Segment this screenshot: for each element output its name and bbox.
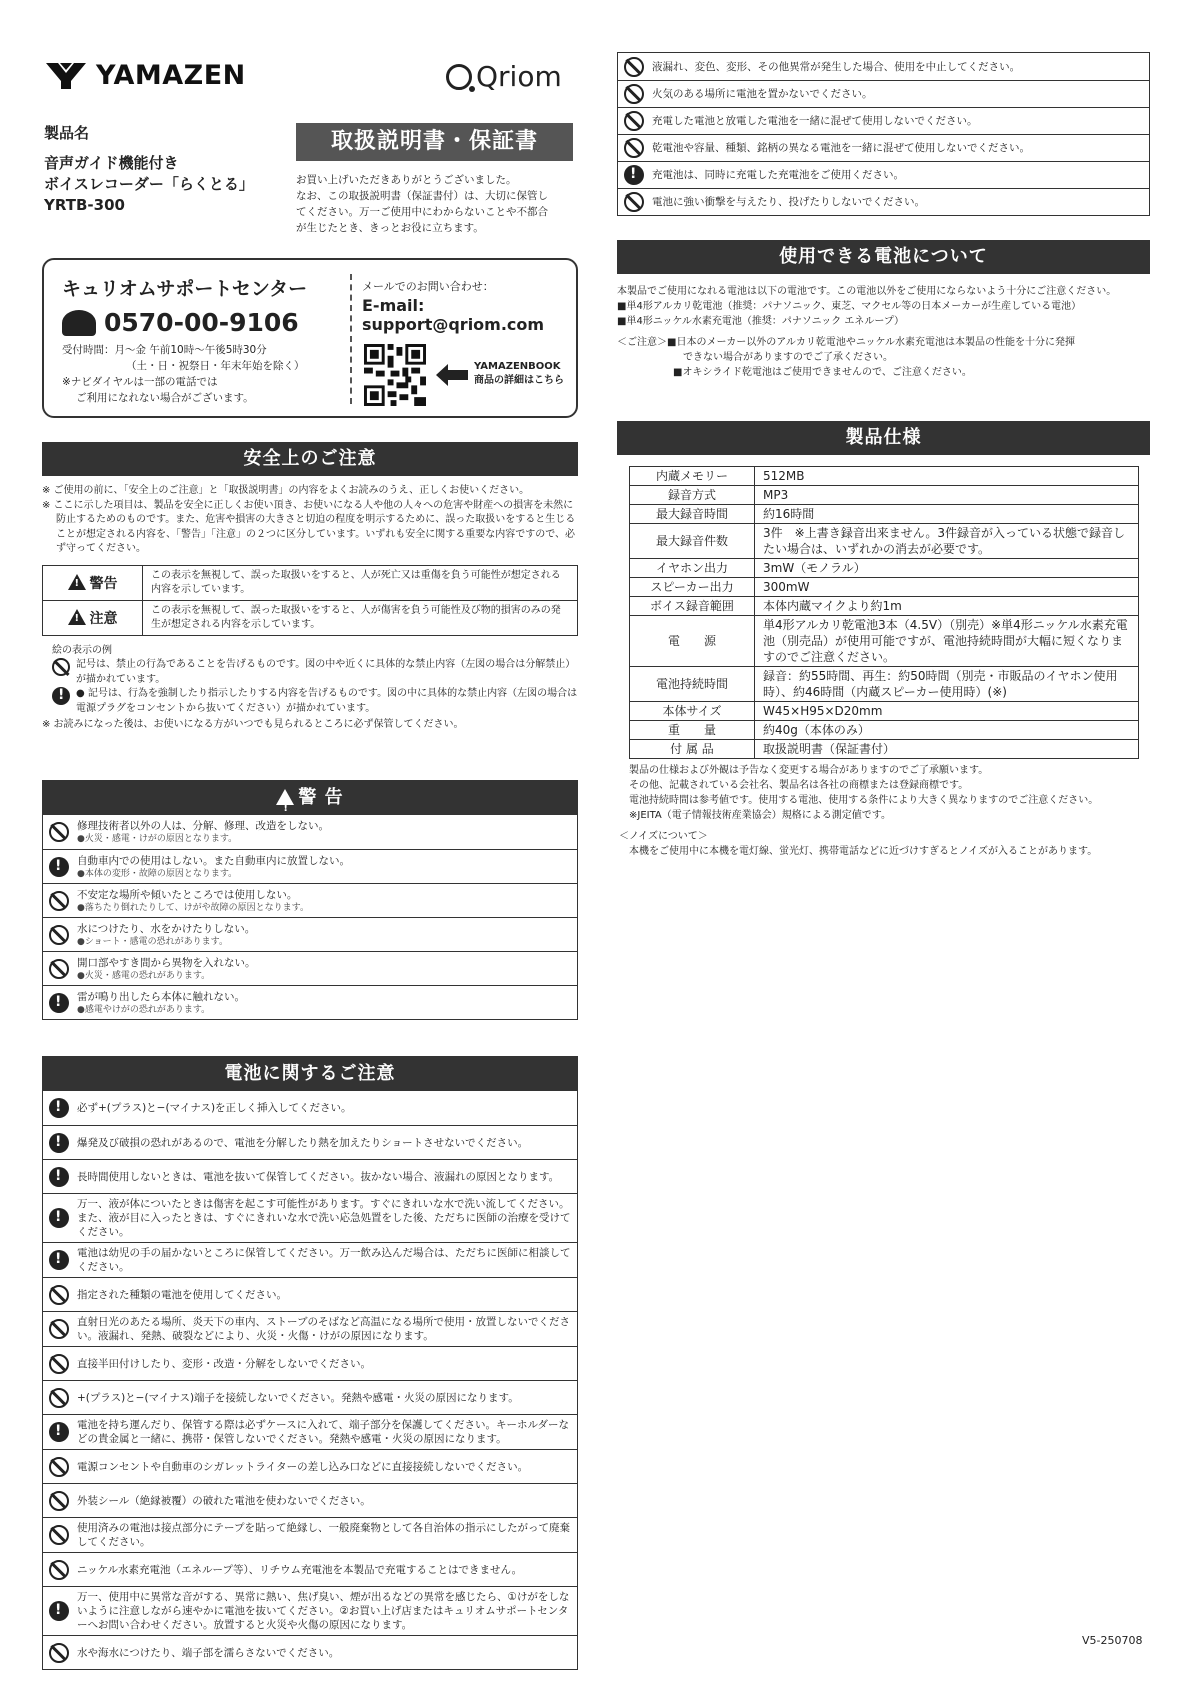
list-item-main: 直射日光のあたる場所、炎天下の車内、ストーブのそばなど高温になる場所で使用・放置しないでください。液漏れ、発熱、破裂などにより、火災・火傷・けがの原因になります。 bbox=[77, 1316, 570, 1342]
example-title: 絵の表示の例 bbox=[52, 644, 112, 656]
list-item bbox=[618, 107, 1149, 134]
mandatory-icon bbox=[49, 1601, 69, 1621]
spec-row bbox=[630, 702, 1139, 721]
list-item-text bbox=[77, 1170, 559, 1184]
list-item-sub: ●ショート・感電の恐れがあります。 bbox=[77, 936, 228, 947]
list-item bbox=[43, 917, 577, 951]
list-item-text bbox=[77, 1563, 522, 1577]
usable-line: ■単4形ニッケル水素充電池（推奨：パナソニック エネループ） bbox=[617, 316, 904, 327]
list-item-main: 電池を持ち運んだり、保管する際は必ずケースに入れて、端子部分を保護してください。キーホルダーなどの貴金属と一緒に、携帯・保管しないでください。発熱や感電・火災の原因になります。 bbox=[77, 1419, 570, 1445]
spec-key: スピーカー出力 bbox=[630, 578, 755, 597]
spec-key: 付 属 品 bbox=[630, 740, 755, 759]
prohibited-icon bbox=[49, 1525, 69, 1545]
list-item-text bbox=[77, 1460, 528, 1474]
spec-row bbox=[630, 524, 1139, 559]
support-box bbox=[42, 258, 578, 418]
list-item bbox=[43, 1635, 577, 1669]
mandatory-icon bbox=[624, 165, 644, 185]
list-item-text bbox=[77, 854, 350, 880]
support-title: キュリオムサポートセンター bbox=[62, 278, 308, 300]
list-item bbox=[43, 849, 577, 883]
list-item-text bbox=[77, 1246, 571, 1274]
thanks-line: が生じたとき、きっとお役に立ちます。 bbox=[296, 222, 484, 234]
spec-notes bbox=[619, 763, 1150, 859]
spec-value: 約16時間 bbox=[755, 505, 1139, 524]
list-item-text bbox=[652, 195, 925, 209]
list-item-main: 水や海水につけたり、端子部を濡らさないでください。 bbox=[77, 1646, 340, 1659]
spec-key: 電 源 bbox=[630, 616, 755, 667]
safety-section bbox=[42, 442, 578, 733]
list-item-text bbox=[652, 114, 978, 128]
spec-value: MP3 bbox=[755, 486, 1139, 505]
warning-header bbox=[43, 781, 577, 815]
mandatory-icon bbox=[49, 1422, 69, 1442]
spec-value: 取扱説明書（保証書付） bbox=[755, 740, 1139, 759]
product-name-line: ボイスレコーダー「らくとる」 bbox=[44, 175, 254, 193]
prohibited-icon bbox=[624, 138, 644, 158]
prohibited-icon bbox=[49, 959, 69, 979]
product-model: YRTB-300 bbox=[44, 196, 125, 214]
navi-dial-icon bbox=[62, 310, 96, 336]
example-text: 記号は、禁止の行為であることを告げるものです。図の中や近くに具体的な禁止内容（左図の場合は分解禁止）が描かれています。 bbox=[76, 659, 576, 685]
list-item bbox=[43, 1586, 577, 1635]
prohibited-icon bbox=[49, 1560, 69, 1580]
warning-level bbox=[43, 565, 143, 600]
list-item-main: 電池に強い衝撃を与えたり、投げたりしないでください。 bbox=[652, 196, 925, 208]
list-item-main: +(プラス)と−(マイナス)端子を接続しないでください。発熱や感電・火災の原因になります。 bbox=[77, 1391, 519, 1404]
prohibited-icon bbox=[49, 1285, 69, 1305]
support-hours bbox=[62, 342, 305, 406]
battery-title: 電池に関するご注意 bbox=[43, 1057, 577, 1091]
battery-box bbox=[42, 1056, 578, 1670]
list-item-text bbox=[77, 1288, 287, 1302]
spec-key: 内蔵メモリー bbox=[630, 467, 755, 486]
spec-row bbox=[630, 740, 1139, 759]
usable-title: 使用できる電池について bbox=[617, 240, 1150, 274]
spec-row bbox=[630, 559, 1139, 578]
warning-triangle-icon bbox=[68, 574, 86, 590]
safety-notes bbox=[42, 484, 578, 557]
sub-brand-name: Qriom bbox=[476, 60, 562, 93]
spec-note: ※JEITA（電子情報技術産業協会）規格による測定値です。 bbox=[629, 810, 891, 821]
list-item-text bbox=[77, 888, 309, 914]
list-item-main: 不安定な場所や傾いたところでは使用しない。 bbox=[77, 888, 298, 901]
example-text: ● 記号は、行為を強制したり指示したりする内容を告げるものです。図の中に具体的な禁止内容（左図の場合は電源プラグをコンセントから抜いてください）が描かれています。 bbox=[76, 688, 578, 714]
hours-line: 受付時間：月～金 午前10時～午後5時30分 bbox=[62, 344, 267, 356]
mail-label: メールでのお問い合わせ： bbox=[362, 280, 494, 293]
list-item-main: 開口部やすき間から異物を入れない。 bbox=[77, 956, 256, 969]
list-item-main: 電源コンセントや自動車のシガレットライターの差し込み口などに直接接続しないでください。 bbox=[77, 1460, 529, 1473]
spec-row bbox=[630, 616, 1139, 667]
spec-key: 録音方式 bbox=[630, 486, 755, 505]
prohibited-icon bbox=[49, 1643, 69, 1663]
usable-body bbox=[617, 284, 1150, 380]
no-disassembly-icon bbox=[52, 658, 70, 676]
list-item bbox=[43, 1380, 577, 1414]
version-code: V5-250708 bbox=[1082, 1634, 1143, 1647]
spec-row bbox=[630, 505, 1139, 524]
book-note bbox=[474, 360, 564, 388]
safety-note: ※ ここに示した項目は、製品を安全に正しくお使い頂き、お使いになる人や他の人々への危害や財産への損害を未然に防止するためのものです。また、危害や損害の大きさと切迫の程度を明示するために、誤った取扱いをすると生じることが想定される内容を、「警告」「注意」の２つに区分しています。いずれも安全に関する重要な内容ですので、必ず守ってください。 bbox=[42, 499, 576, 554]
spec-value: 約40g（本体のみ） bbox=[755, 721, 1139, 740]
list-item-main: ニッケル水素充電池（エネループ等）、リチウム充電池を本製品で充電することはできません。 bbox=[77, 1563, 523, 1576]
warning-label: 警告 bbox=[89, 576, 118, 592]
list-item bbox=[43, 951, 577, 985]
mail-address[interactable]: E-mail: support@qriom.com bbox=[362, 296, 545, 334]
warning-title: 警 告 bbox=[298, 787, 344, 808]
list-item-main: 万一、使用中に異常な音がする、異常に熱い、焦げ臭い、煙が出るなどの異常を感じたら、①けがをしないように注意しながら速やかに電池を抜いてください。②お買い上げ店またはキュリオムサポートセンターへお問い合わせください。放置すると火災や火傷の原因になります。 bbox=[77, 1591, 570, 1631]
list-item-main: 修理技術者以外の人は、分解、修理、改造をしない。 bbox=[77, 820, 329, 832]
hours-line: ご利用になれない場合がございます。 bbox=[76, 392, 254, 404]
mandatory-icon bbox=[49, 857, 69, 877]
list-item-main: 液漏れ、変色、変形、その他異常が発生した場合、使用を中止してください。 bbox=[652, 60, 1021, 73]
list-item-main: 充電池は、同時に充電した充電池をご使用ください。 bbox=[652, 169, 904, 181]
list-item bbox=[43, 1125, 577, 1159]
arrow-left-icon bbox=[436, 364, 468, 386]
spec-title: 製品仕様 bbox=[617, 421, 1150, 455]
spec-key: イヤホン出力 bbox=[630, 559, 755, 578]
list-item-main: 自動車内での使用はしない。また自動車内に放置しない。 bbox=[77, 854, 350, 867]
list-item-sub: ●火災・感電・けがの原因となります。 bbox=[77, 834, 238, 844]
list-item bbox=[43, 1193, 577, 1242]
list-item bbox=[43, 985, 577, 1019]
spec-key: 本体サイズ bbox=[630, 702, 755, 721]
list-item-main: 長時間使用しないときは、電池を抜いて保管してください。抜かない場合、液漏れの原因となります。 bbox=[77, 1170, 560, 1183]
list-item-sub: ●感電やけがの恐れがあります。 bbox=[77, 1004, 211, 1015]
spec-value: 単4形アルカリ乾電池3本（4.5V）（別売）※単4形ニッケル水素充電池（別売品）が使用可能ですが、電池持続時間が大幅に短くなりますのでご注意ください。 bbox=[755, 616, 1139, 667]
mandatory-icon bbox=[49, 993, 69, 1013]
spec-row bbox=[630, 597, 1139, 616]
manual-title: 取扱説明書・保証書 bbox=[296, 123, 573, 161]
list-item bbox=[618, 134, 1149, 161]
thanks-line: なお、この取扱説明書（保証書付）は、大切に保管し bbox=[296, 190, 548, 202]
symbol-examples bbox=[42, 644, 578, 717]
list-item bbox=[43, 1517, 577, 1552]
spec-row bbox=[630, 486, 1139, 505]
battery-list bbox=[43, 1091, 577, 1669]
list-item-main: 雷が鳴り出したら本体に触れない。 bbox=[77, 990, 245, 1003]
example-row bbox=[52, 658, 578, 687]
support-divider bbox=[350, 274, 352, 404]
warning-desc: この表示を無視して、誤った取扱いをすると、人が死亡又は重傷を負う可能性が想定される内容を示しています。 bbox=[143, 565, 578, 600]
mandatory-icon bbox=[49, 1167, 69, 1187]
list-item bbox=[43, 1414, 577, 1449]
noise-title: ＜ノイズについて＞ bbox=[619, 831, 708, 842]
usable-line: ■単4形アルカリ乾電池（推奨：パナソニック、東芝、マクセル等の日本メーカーが生産している電池） bbox=[617, 301, 1082, 312]
list-item-text bbox=[652, 168, 904, 182]
list-item-main: 外装シール（絶縁被覆）の破れた電池を使わないでください。 bbox=[77, 1494, 371, 1507]
spec-note: 製品の仕様および外観は予告なく変更する場合がありますのでご了承願います。 bbox=[629, 765, 989, 776]
list-item bbox=[43, 1346, 577, 1380]
list-item-text bbox=[77, 1590, 571, 1632]
spec-row bbox=[630, 467, 1139, 486]
caution-level bbox=[43, 600, 143, 635]
list-item-text bbox=[77, 819, 329, 845]
spec-row bbox=[630, 721, 1139, 740]
list-item-main: 乾電池や容量、種類、銘柄の異なる電池を一緒に混ぜて使用しないでください。 bbox=[652, 142, 1030, 154]
usable-line: できない場合がありますのでご了承ください。 bbox=[683, 352, 893, 363]
yamazen-mark-icon bbox=[44, 61, 88, 91]
unplug-icon bbox=[52, 687, 70, 705]
safety-note: ※ ご使用の前に、「安全上のご注意」と「取扱説明書」の内容をよくお読みのうえ、正しくお使いください。 bbox=[42, 485, 530, 496]
phone-number[interactable]: 0570-00-9106 bbox=[104, 308, 299, 337]
warning-box bbox=[42, 780, 578, 1020]
list-item-main: 充電した電池と放電した電池を一緒に混ぜて使用しないでください。 bbox=[652, 115, 978, 127]
thanks-line: お買い上げいただきありがとうございました。 bbox=[296, 174, 517, 186]
spec-row bbox=[630, 578, 1139, 597]
noise-text: 本機をご使用中に本機を電灯線、蛍光灯、携帯電話などに近づけすぎるとノイズが入ることがあります。 bbox=[629, 846, 1098, 857]
safety-title: 安全上のご注意 bbox=[42, 442, 578, 476]
caution-desc: この表示を無視して、誤った取扱いをすると、人が傷害を負う可能性及び物的損害のみの発生が想定される内容を示しています。 bbox=[143, 600, 578, 635]
list-item-main: 指定された種類の電池を使用してください。 bbox=[77, 1288, 287, 1301]
hours-line: （土・日・祝祭日・年末年始を除く） bbox=[126, 360, 305, 372]
list-item bbox=[618, 188, 1149, 215]
spec-table bbox=[629, 466, 1139, 759]
prohibited-icon bbox=[624, 111, 644, 131]
list-item-main: 電池は幼児の手の届かないところに保管してください。万一飲み込んだ場合は、ただちに医師に相談してください。 bbox=[77, 1247, 571, 1273]
yamazen-logo bbox=[44, 60, 246, 91]
book-desc: 商品の詳細はこちら bbox=[474, 375, 564, 386]
product-name-line: 音声ガイド機能付き bbox=[44, 154, 179, 172]
spec-value: 録音：約55時間、再生：約50時間（別売・市販品のイヤホン使用時）、約46時間（内蔵スピーカー使用時）(※) bbox=[755, 667, 1139, 702]
list-item bbox=[43, 1091, 577, 1125]
list-item-sub: ●火災・感電の恐れがあります。 bbox=[77, 970, 211, 981]
prohibited-icon bbox=[49, 1319, 69, 1339]
level-table bbox=[42, 565, 578, 636]
warning-list bbox=[43, 815, 577, 1019]
usable-line: ■オキシライド乾電池はご使用できませんので、ご注意ください。 bbox=[673, 367, 972, 378]
qr-code-icon[interactable] bbox=[364, 344, 426, 406]
qriom-mark-icon bbox=[446, 64, 472, 90]
list-item bbox=[618, 161, 1149, 188]
spec-key: 最大録音時間 bbox=[630, 505, 755, 524]
list-item bbox=[43, 1449, 577, 1483]
list-item-text bbox=[77, 922, 255, 948]
book-title: YAMAZENBOOK bbox=[474, 361, 561, 372]
battery-list-continued bbox=[617, 52, 1150, 216]
list-item-main: 直接半田付けしたり、変形・改造・分解をしないでください。 bbox=[77, 1357, 371, 1370]
mandatory-icon bbox=[49, 1098, 69, 1118]
list-item-main: 万一、液が体についたときは傷害を起こす可能性があります。すぐにきれいな水で洗い流してください。また、液が目に入ったときは、すぐにきれいな水で洗い応急処置をした後、ただちに医師の治療を受けてください。 bbox=[77, 1198, 571, 1238]
list-item bbox=[618, 53, 1149, 80]
hours-line: ※ナビダイヤルは一部の電話では bbox=[62, 376, 218, 388]
caution-label: 注意 bbox=[89, 611, 118, 627]
example-row bbox=[52, 687, 578, 716]
spec-section bbox=[617, 421, 1150, 859]
mandatory-icon bbox=[49, 1208, 69, 1228]
spec-value: 300mW bbox=[755, 578, 1139, 597]
list-item-sub: ●落ちたり倒れたりして、けがや故障の原因となります。 bbox=[77, 902, 309, 913]
list-item bbox=[43, 1242, 577, 1277]
list-item bbox=[43, 1483, 577, 1517]
spec-key: 重 量 bbox=[630, 721, 755, 740]
list-item bbox=[43, 1552, 577, 1586]
list-item-text bbox=[77, 1646, 339, 1660]
list-item-text bbox=[77, 1315, 571, 1343]
mandatory-icon bbox=[49, 1250, 69, 1270]
prohibited-icon bbox=[49, 891, 69, 911]
list-item-text bbox=[652, 60, 1020, 74]
prohibited-icon bbox=[49, 1457, 69, 1477]
prohibited-icon bbox=[624, 84, 644, 104]
usable-line: ＜ご注意＞■日本のメーカー以外のアルカリ乾電池やニッケル水素充電池は本製品の性能を十分に発揮 bbox=[617, 337, 1075, 348]
warning-triangle-icon bbox=[276, 789, 294, 805]
list-item bbox=[43, 1159, 577, 1193]
spec-key: 電池持続時間 bbox=[630, 667, 755, 702]
thanks-line: てください。万一ご使用中にわからないことや不都合 bbox=[296, 206, 548, 218]
list-item bbox=[43, 1277, 577, 1311]
safety-keep-note bbox=[42, 718, 578, 733]
spec-key: ボイス録音範囲 bbox=[630, 597, 755, 616]
list-item bbox=[43, 1311, 577, 1346]
spec-row bbox=[630, 667, 1139, 702]
mandatory-icon bbox=[49, 1133, 69, 1153]
support-phone bbox=[62, 308, 299, 337]
caution-triangle-icon bbox=[68, 609, 86, 625]
spec-value: W45×H95×D20mm bbox=[755, 702, 1139, 721]
list-item-text bbox=[77, 1357, 371, 1371]
safety-note: ※ お読みになった後は、お使いになる方がいつでも見られるところに必ず保管してください。 bbox=[42, 719, 464, 730]
prohibited-icon bbox=[624, 57, 644, 77]
list-item-text bbox=[652, 141, 1030, 155]
list-item-text bbox=[652, 87, 873, 101]
brand-name: YAMAZEN bbox=[96, 60, 246, 91]
list-item-text bbox=[77, 1391, 519, 1405]
list-item-text bbox=[77, 1197, 571, 1239]
list-item-main: 使用済みの電池は接点部分にテープを貼って絶縁し、一般廃棄物として各自治体の指示にしたがって廃棄してください。 bbox=[77, 1522, 570, 1548]
list-item-text bbox=[77, 1521, 571, 1549]
prohibited-icon bbox=[49, 822, 69, 842]
spec-value: 3mW（モノラル） bbox=[755, 559, 1139, 578]
level-row-warning bbox=[43, 565, 578, 600]
list-item-text bbox=[77, 956, 256, 982]
list-item-main: 必ず+(プラス)と−(マイナス)を正しく挿入してください。 bbox=[77, 1102, 352, 1114]
list-item bbox=[43, 883, 577, 917]
prohibited-icon bbox=[49, 1388, 69, 1408]
list-item bbox=[43, 815, 577, 849]
prohibited-icon bbox=[49, 925, 69, 945]
list-item-text bbox=[77, 1494, 371, 1508]
list-item-main: 水につけたり、水をかけたりしない。 bbox=[77, 922, 256, 935]
list-item bbox=[618, 80, 1149, 107]
prohibited-icon bbox=[49, 1491, 69, 1511]
product-name bbox=[44, 153, 254, 216]
level-row-caution bbox=[43, 600, 578, 635]
list-item-text bbox=[77, 1418, 571, 1446]
prohibited-icon bbox=[624, 192, 644, 212]
spec-note: その他、記載されている会社名、製品名は各社の商標または登録商標です。 bbox=[629, 780, 969, 791]
list-item-text bbox=[77, 990, 245, 1016]
spec-key: 最大録音件数 bbox=[630, 524, 755, 559]
prohibited-icon bbox=[49, 1354, 69, 1374]
thanks-text bbox=[296, 172, 578, 236]
spec-value: 512MB bbox=[755, 467, 1139, 486]
product-label: 製品名 bbox=[44, 124, 90, 142]
usable-line: 本製品でご使用になれる電池は以下の電池です。この電池以外をご使用にならないよう十分にご注意ください。 bbox=[617, 286, 1117, 297]
list-item-text bbox=[77, 1101, 352, 1115]
list-item-sub: ●本体の変形・故障の原因となります。 bbox=[77, 868, 238, 879]
list-item-main: 火気のある場所に電池を置かないでください。 bbox=[652, 88, 873, 100]
list-item-main: 爆発及び破損の恐れがあるので、電池を分解したり熱を加えたりショートさせないでください。 bbox=[77, 1136, 529, 1149]
spec-value: 本体内蔵マイクより約1m bbox=[755, 597, 1139, 616]
spec-value: 3件 ※上書き録音出来ません。3件録音が入っている状態で録音したい場合は、いずれかの消去が必要です。 bbox=[755, 524, 1139, 559]
usable-section bbox=[617, 240, 1150, 380]
qriom-logo bbox=[446, 60, 562, 93]
spec-note: 電池持続時間は参考値です。使用する電池、使用する条件により大きく異なりますのでご注意ください。 bbox=[629, 795, 1099, 806]
list-item-text bbox=[77, 1136, 528, 1150]
